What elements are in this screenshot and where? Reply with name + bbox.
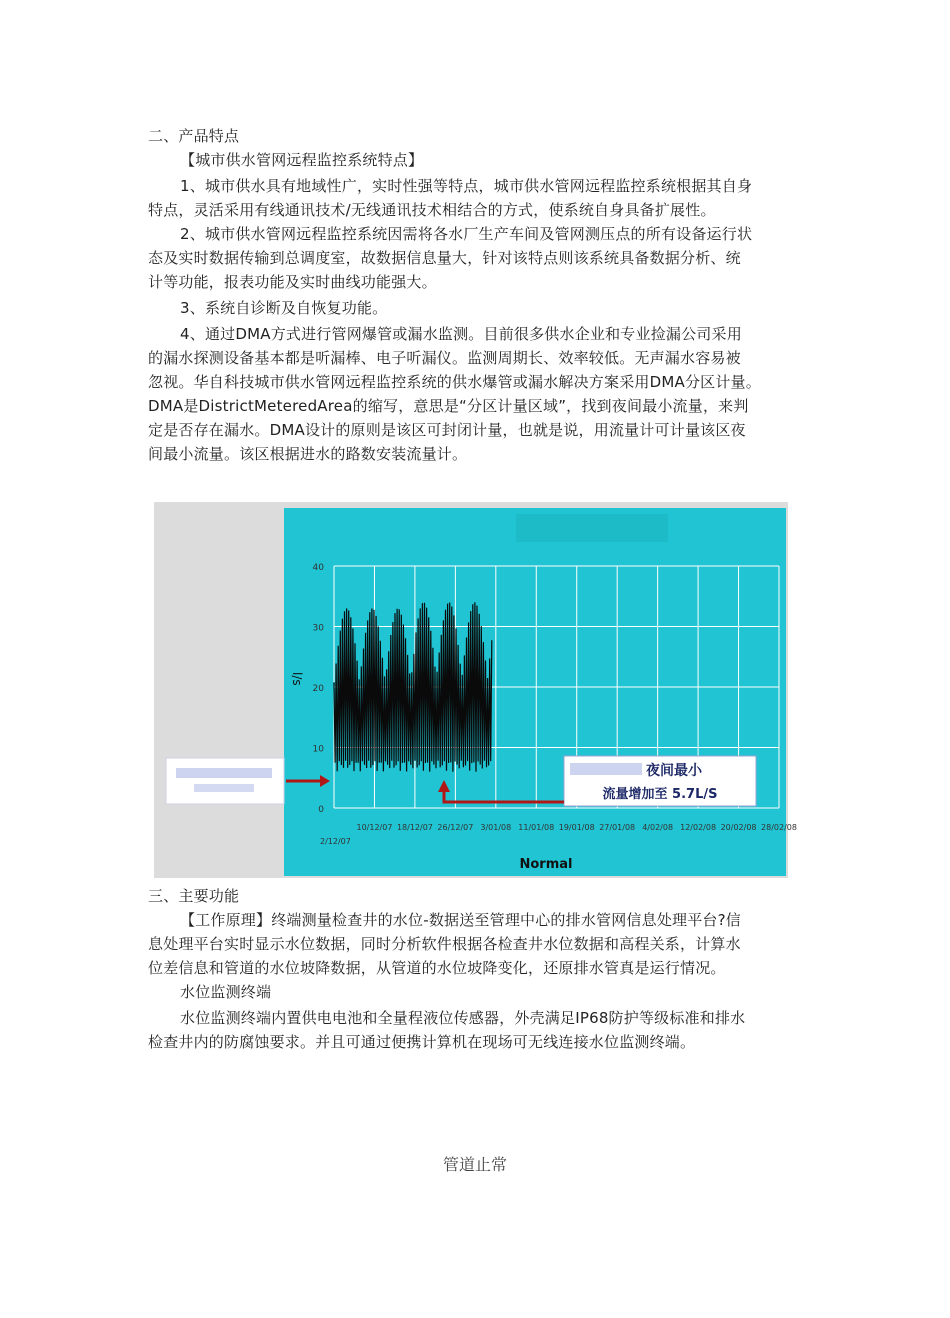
para-2-line: 2、城市供水管网远程监控系统因需将各水厂生产车间及管网测压点的所有设备运行状: [180, 225, 753, 243]
para-1-line: 1、城市供水具有地域性广，实时性强等特点，城市供水管网远程监控系统根据其自身: [180, 177, 753, 195]
section3-heading: 三、主要功能: [148, 887, 240, 905]
x-tick-label: 19/01/08: [558, 823, 595, 832]
callout-left-blur: [176, 768, 272, 778]
y-tick-label: 40: [312, 563, 324, 573]
section3-para-1-line: 息处理平台实时显示水位数据，同时分析软件根据各检查井水位数据和高程关系，计算水: [148, 935, 741, 953]
section3-para-1-line: 【工作原理】终端测量检查井的水位-数据送至管理中心的排水管网信息处理平台?信: [180, 911, 741, 929]
section3-para-2-line: 水位监测终端内置供电电池和全量程液位传感器，外壳满足IP68防护等级标准和排水: [180, 1009, 746, 1027]
para-2-line: 态及实时数据传输到总调度室，故数据信息量大，针对该特点则该系统具备数据分析、统: [148, 249, 741, 267]
para-3: 3、系统自诊断及自恢复功能。: [180, 299, 388, 317]
para-4-line: 间最小流量。该区根据进水的路数安装流量计。: [148, 445, 468, 463]
section2-heading: 二、产品特点: [148, 127, 240, 145]
x-tick-label: 28/02/08: [761, 823, 797, 832]
x-axis-label: Normal: [519, 857, 573, 872]
y-axis-label: l/s: [290, 672, 304, 686]
callout-right-line2: 流量增加至 5.7L/S: [602, 787, 718, 802]
x-tick-label: 12/02/08: [680, 823, 717, 832]
section3-subheading: 水位监测终端: [180, 983, 272, 1001]
dma-flow-chart: [154, 502, 797, 878]
section2-subheading: 【城市供水管网远程监控系统特点】: [180, 151, 424, 169]
x-tick-label: 4/02/08: [642, 823, 674, 832]
x-tick-label: 27/01/08: [599, 823, 636, 832]
y-tick-label: 30: [312, 623, 324, 634]
para-4-line: 的漏水探测设备基本都是听漏棒、电子听漏仪。监测周期长、效率较低。无声漏水容易被: [148, 349, 741, 367]
footer-text: 管道止常: [442, 1155, 507, 1174]
para-4-line: DMA是DistrictMeteredArea的缩写，意思是“分区计量区域”，找到夜间最小流量，来判: [148, 397, 749, 415]
para-4-line: 定是否存在漏水。DMA设计的原则是该区可封闭计量，也就是说，用流量计可计量该区夜: [148, 421, 746, 439]
x-tick-label: 18/12/07: [396, 823, 433, 832]
y-tick-label: 0: [318, 805, 324, 815]
para-1-line: 特点，灵活采用有线通讯技术/无线通讯技术相结合的方式，使系统自身具备扩展性。: [148, 201, 716, 219]
x-tick-label: 3/01/08: [480, 823, 512, 832]
callout-right-blur: [570, 763, 642, 775]
callout-left-box: [166, 758, 284, 804]
x-tick-label: 20/02/08: [720, 823, 757, 832]
y-tick-label: 20: [312, 684, 324, 694]
x-tick-label: 26/12/07: [437, 823, 474, 832]
y-tick-label: 10: [312, 744, 324, 755]
section3-para-2-line: 检查井内的防腐蚀要求。并且可通过便携计算机在现场可无线连接水位监测终端。: [148, 1033, 696, 1051]
dma-flow-chart-figure: [154, 502, 797, 878]
section3-para-1-line: 位差信息和管道的水位坡降数据，从管道的水位坡降变化，还原排水管真是运行情况。: [148, 959, 726, 977]
x-tick-label: 10/12/07: [356, 823, 393, 832]
callout-right-line1: 夜间最小: [646, 763, 702, 779]
para-4-line: 忽视。华自科技城市供水管网远程监控系统的供水爆管或漏水解决方案采用DMA分区计量。: [148, 373, 761, 391]
para-2-line: 计等功能，报表功能及实时曲线功能强大。: [148, 273, 437, 291]
chart-title-blur: [516, 514, 668, 542]
x-tick-label: 11/01/08: [518, 823, 555, 832]
para-4-line: 4、通过DMA方式进行管网爆管或漏水监测。目前很多供水企业和专业捡漏公司采用: [180, 325, 742, 343]
x-first-tick-label: 2/12/07: [320, 837, 351, 846]
callout-left-blur: [194, 784, 254, 792]
